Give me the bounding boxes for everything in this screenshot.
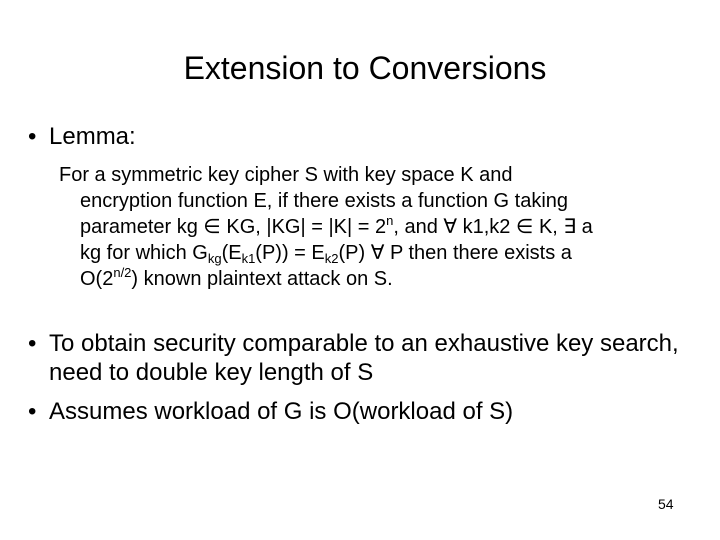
- lemma-text: (P)) = E: [255, 242, 325, 264]
- lemma-text: O(2: [80, 268, 114, 290]
- bullet-dot: •: [28, 123, 37, 150]
- bullet-text: Assumes workload of G is O(workload of S): [49, 398, 514, 425]
- lemma-text: ) known plaintext attack on S.: [131, 268, 393, 290]
- bullet-text: To obtain security comparable to an exhaustive key search, need to double key length of S: [49, 330, 679, 386]
- lemma-line: [59, 240, 699, 266]
- bullet-dot: •: [28, 330, 37, 357]
- lemma-text: (E: [221, 242, 242, 264]
- superscript: n: [386, 213, 394, 228]
- lemma-text: kg for which G: [80, 242, 208, 264]
- lemma-line: [59, 214, 699, 240]
- superscript: n/2: [113, 265, 132, 280]
- lemma-line: [59, 266, 699, 292]
- bullet-dot: •: [28, 398, 37, 425]
- lemma-label: Lemma:: [49, 123, 136, 150]
- page-number: 54: [658, 496, 674, 512]
- lemma-text: , and ∀ k1,k2 ∈ K, ∃ a: [393, 216, 593, 238]
- subscript: k1: [241, 251, 256, 266]
- lemma-text: (P) ∀ P then there exists a: [338, 242, 572, 264]
- subscript: k2: [324, 251, 339, 266]
- lemma-statement: [59, 162, 699, 292]
- slide-title: Extension to Conversions: [183, 50, 547, 86]
- lemma-line: encryption function E, if there exists a function G taking: [80, 190, 569, 212]
- subscript: kg: [207, 251, 222, 266]
- lemma-text: parameter kg ∈ KG, |KG| = |K| = 2: [80, 216, 387, 238]
- lemma-line: For a symmetric key cipher S with key space K and: [59, 164, 513, 186]
